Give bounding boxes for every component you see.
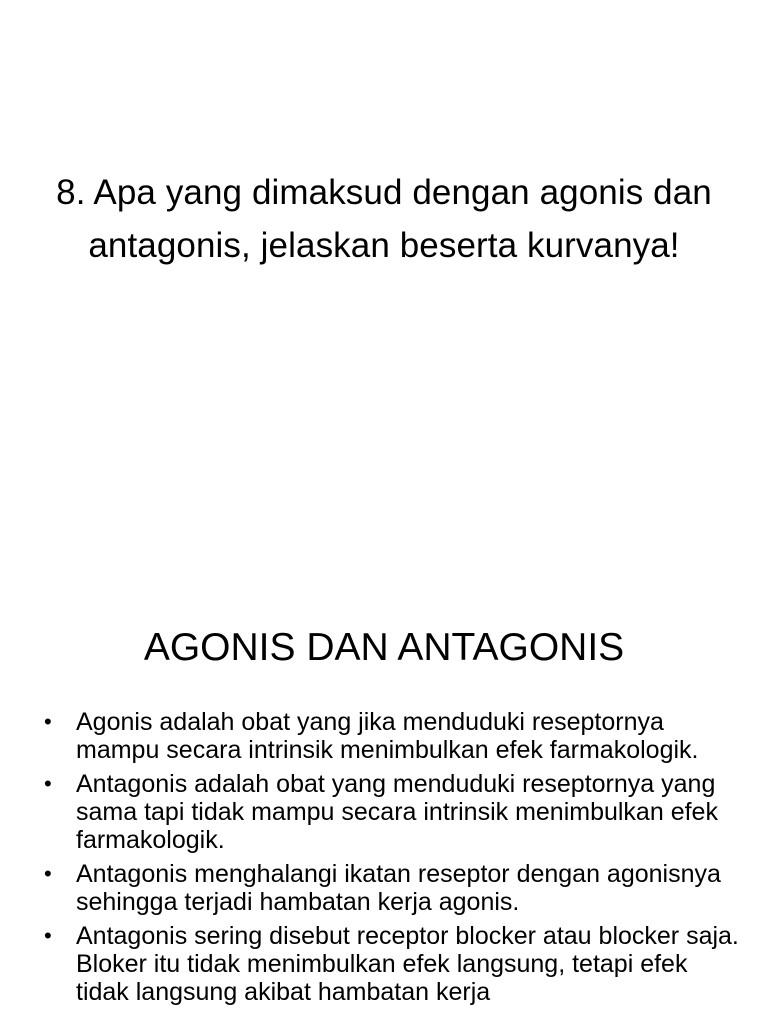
bullet-item: [40, 860, 740, 916]
bullet-icon: •: [44, 923, 52, 948]
bullet-text: Antagonis adalah obat yang menduduki reseptornya yang sama tapi tidak mampu secara intrinsik menimbulkan efek farmakologik.: [76, 770, 718, 854]
bullet-text: Antagonis sering disebut receptor blocker atau blocker saja. Bloker itu tidak menimbulkan efek langsung, tetapi efek tidak langsung akibat hambatan kerja: [76, 922, 739, 1006]
bullet-list: [40, 708, 740, 1012]
slide-heading: AGONIS DAN ANTAGONIS: [143, 626, 625, 669]
question-title: 8. Apa yang dimaksud dengan agonis dan antagonis, jelaskan beserta kurvanya!: [56, 173, 712, 265]
bullet-item: [40, 770, 740, 854]
bullet-icon: •: [44, 771, 52, 796]
bullet-icon: •: [44, 861, 52, 886]
bullet-item: [40, 922, 740, 1006]
bullet-icon: •: [44, 709, 52, 734]
bullet-item: [40, 708, 740, 764]
bullet-text: Agonis adalah obat yang jika menduduki reseptornya mampu secara intrinsik menimbulkan efek farmakologik.: [76, 708, 699, 764]
bullet-text: Antagonis menghalangi ikatan reseptor dengan agonisnya sehingga terjadi hambatan kerja agonis.: [76, 860, 721, 916]
slide-agonis-antagonis: [0, 576, 768, 1024]
